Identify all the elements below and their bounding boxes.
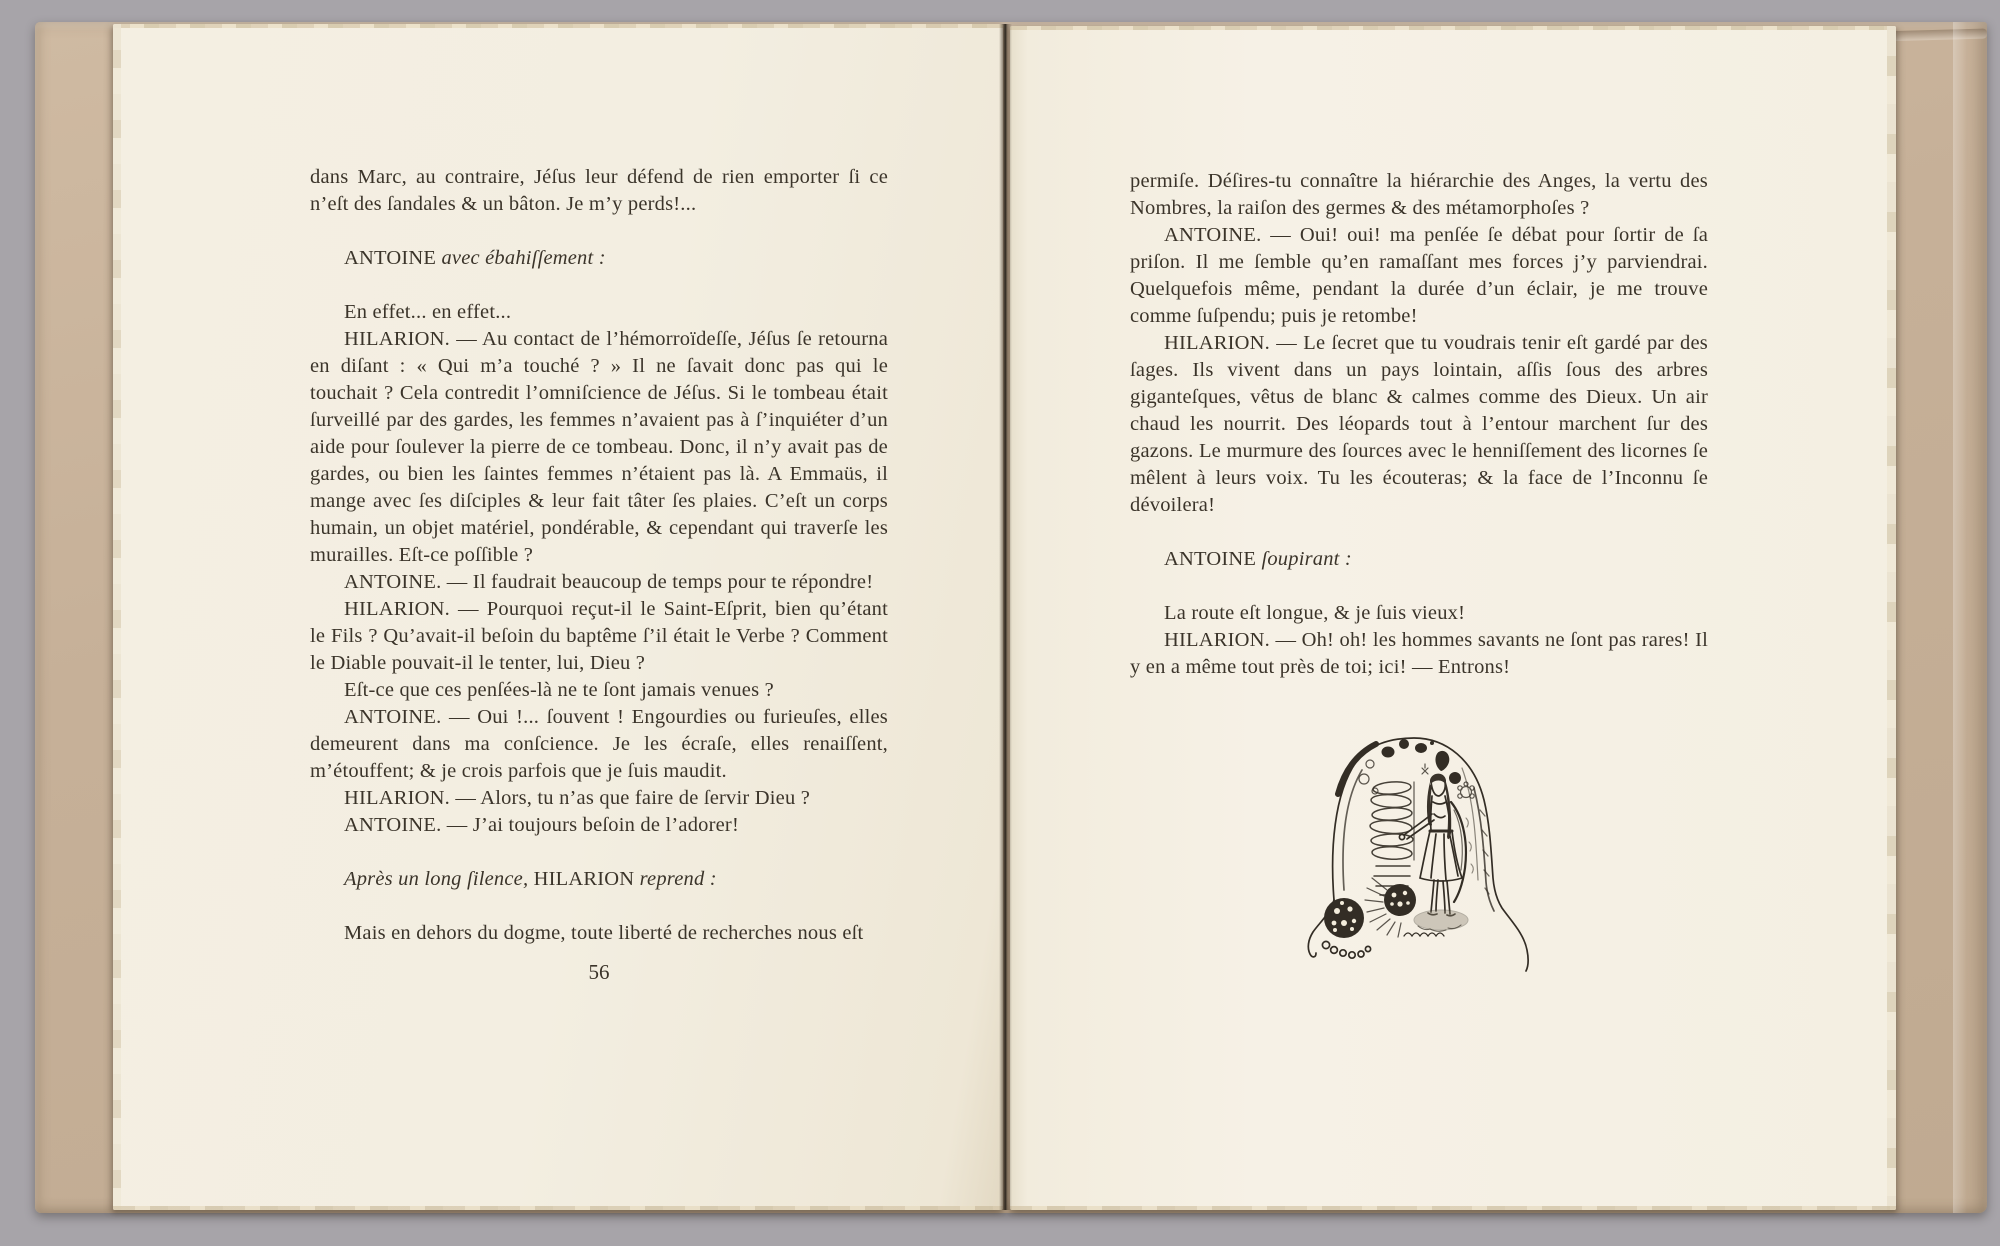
text-segment: HILARION bbox=[533, 868, 640, 890]
paragraph bbox=[310, 785, 888, 812]
figure-mound bbox=[1414, 910, 1468, 930]
page-illustration bbox=[1304, 730, 1538, 976]
cover-fold-highlight bbox=[1953, 22, 1973, 1213]
paragraph bbox=[310, 920, 888, 947]
stage-direction bbox=[1130, 546, 1708, 573]
book-gutter bbox=[999, 24, 1012, 1210]
right-page-text bbox=[1130, 168, 1708, 681]
stage-direction bbox=[310, 245, 888, 272]
right-page bbox=[1010, 26, 1896, 1210]
text-segment: reprend : bbox=[639, 868, 717, 890]
text-segment: permiſe. Déſires-tu connaître la hiérarchie des Anges, la vertu des Nombres, la raiſon des germes & des métamorphoſes ? bbox=[1130, 170, 1708, 219]
text-segment: Eſt-ce que ces penſées-là ne te ſont jamais venues ? bbox=[344, 679, 774, 701]
paragraph bbox=[310, 704, 888, 785]
figure-torso bbox=[1431, 796, 1450, 830]
text-segment: Mais en dehors du dogme, toute liberté de recherches nous eſt bbox=[344, 922, 864, 944]
flower-scribble bbox=[1458, 782, 1474, 798]
text-segment: HILARION. — Le ſecret que tu voudrais tenir eſt gardé par des ſages. Ils vivent dans un pays lointain, aſſis ſous des arbres giganteſques, vêtus de blanc & calmes comme des Dieux. Un air chaud les nourrit. Des léopards tout à l’entour marchent ſur des gazons. Le murmure des ſources avec le henniſſement des licornes ſe mêlent à leurs voix. Tu les écouteras; & la face de l’Inconnu ſe dévoilera! bbox=[1130, 332, 1708, 516]
paragraph bbox=[310, 569, 888, 596]
left-page-deckle-edge bbox=[113, 24, 121, 1210]
paragraph bbox=[310, 164, 888, 218]
rosette-large bbox=[1322, 898, 1370, 958]
text-segment: En effet... en effet... bbox=[344, 301, 512, 323]
paragraph bbox=[1130, 330, 1708, 519]
paragraph bbox=[310, 596, 888, 677]
text-segment: Après un long ſilence, bbox=[344, 868, 534, 890]
paragraph bbox=[310, 326, 888, 569]
text-segment: HILARION. — Pourquoi reçut-il le Saint-Eſprit, bien qu’étant le Fils ? Qu’avait-il beſoin du baptême ſ’il était le Verbe ? Comment le Diable pouvait-il le tenter, lui, Dieu ? bbox=[310, 598, 888, 674]
dark-blossoms bbox=[1382, 739, 1462, 784]
stage-direction bbox=[310, 866, 888, 893]
text-segment: ANTOINE bbox=[1164, 548, 1262, 570]
paragraph bbox=[1130, 168, 1708, 222]
right-page-deckle-edge bbox=[1887, 26, 1896, 1210]
page-number: 56 bbox=[588, 960, 610, 984]
left-page-text bbox=[310, 164, 888, 947]
text-segment: ANTOINE. — J’ai toujours beſoin de l’adorer! bbox=[344, 814, 739, 836]
paragraph bbox=[1130, 222, 1708, 330]
text-segment: La route eſt longue, & je ſuis vieux! bbox=[1164, 602, 1466, 624]
left-page bbox=[113, 24, 1003, 1210]
text-segment: HILARION. — Alors, tu n’as que faire de ſervir Dieu ? bbox=[344, 787, 811, 809]
text-segment: ſoupirant : bbox=[1261, 548, 1352, 570]
paragraph bbox=[310, 812, 888, 839]
text-segment: ANTOINE bbox=[344, 247, 442, 269]
figure-hand bbox=[1399, 834, 1404, 839]
paragraph bbox=[1130, 600, 1708, 627]
text-segment: HILARION. — Au contact de l’hémorroïdeſſe, Jéſus ſe retourna en diſant : « Qui m’a touché ? » Il ne ſavait donc pas qui le touchait ? Cela contredit l’omniſcience de Jéſus. Si le tombeau était ſurveillé par des gardes, les femmes n’avaient pas à ſ’inquiéter d’un aide pour ſoulever la pierre de ce tombeau. Donc, il n’y avait pas de gardes, ou bien les ſaintes femmes n’étaient pas là. A Emmaüs, il mange avec ſes diſciples & leur fait tâter ſes plaies. C’eſt un corps humain, un objet matériel, pondérable, & cependant qui traverſe les murailles. Eſt-ce poſſible ? bbox=[310, 328, 888, 566]
text-segment: avec ébahiſſement : bbox=[441, 247, 606, 269]
text-segment: ANTOINE. — Il faudrait beaucoup de temps pour te répondre! bbox=[344, 571, 874, 593]
paragraph bbox=[310, 677, 888, 704]
text-segment: ANTOINE. — Oui !... ſouvent ! Engourdies ou furieuſes, elles demeurent dans ma conſcience. Je les écraſe, elles renaiſſent, m’étouffent; & je crois parfois que je ſuis maudit. bbox=[310, 706, 888, 782]
figure-skirt bbox=[1420, 831, 1462, 881]
paragraph bbox=[1130, 627, 1708, 681]
text-segment: dans Marc, au contraire, Jéſus leur défend de rien emporter ſi ce n’eſt des ſandales & un bâton. Je m’y perds!... bbox=[310, 166, 888, 215]
text-segment: ANTOINE. — Oui! oui! ma penſée ſe débat pour ſortir de ſa priſon. Il me ſemble qu’en ramaſſant mes forces j’y parviendrai. Quelquefois même, pendant la durée d’un éclair, je me trouve comme ſuſpendu; puis je retombe! bbox=[1130, 224, 1708, 327]
paragraph bbox=[310, 299, 888, 326]
figure-legs bbox=[1431, 880, 1450, 914]
text-segment: HILARION. — Oh! oh! les hommes savants ne ſont pas rares! Il y en a même tout près de toi; ici! — Entrons! bbox=[1130, 629, 1708, 678]
